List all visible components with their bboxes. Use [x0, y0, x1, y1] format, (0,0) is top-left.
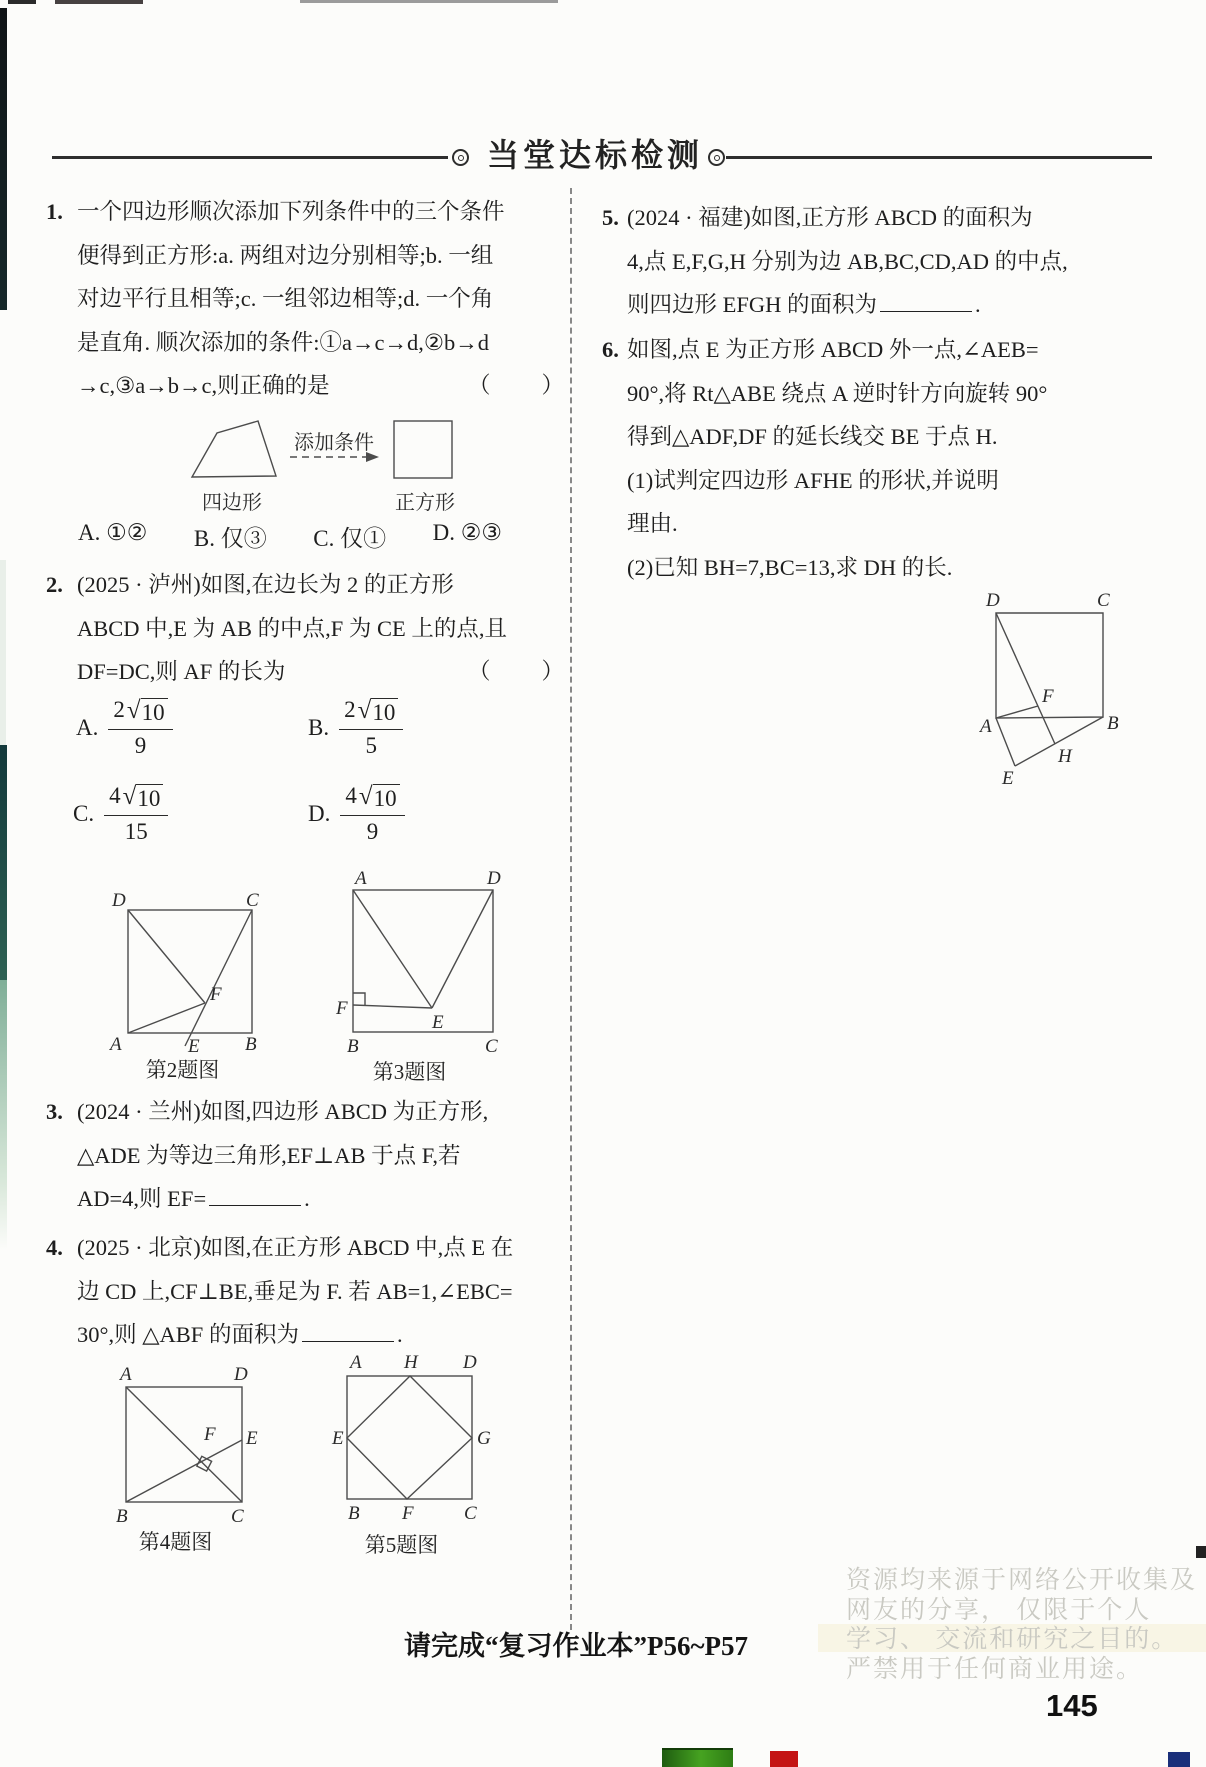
scan-artifact-mark	[1196, 1546, 1206, 1558]
vertex-label: C	[1097, 590, 1110, 611]
vertex-label: A	[120, 1364, 132, 1385]
question-4	[46, 1226, 566, 1357]
bottom-navy-mark	[1168, 1752, 1190, 1767]
vertex-label: B	[347, 1036, 359, 1057]
question-5-text: (2024 · 福建)如图,正方形 ABCD 的面积为	[627, 205, 1033, 230]
quadrilateral-shape	[192, 421, 276, 477]
option-a: A. ①②	[78, 520, 148, 545]
quadrilateral-label: 四边形	[202, 492, 262, 514]
answer-blank	[302, 1315, 394, 1342]
fraction: 2 √ 10 9	[108, 698, 172, 757]
question-5-number: 5.	[602, 205, 619, 230]
option-c: C. 仅①	[313, 526, 387, 551]
square-ABCD	[128, 910, 252, 1033]
question-1-text	[77, 364, 566, 408]
figure-caption: 第2题图	[145, 1058, 220, 1082]
vertex-label: G	[477, 1428, 491, 1449]
watermark	[846, 1566, 1206, 1684]
vertex-label: F	[336, 998, 348, 1019]
question-2-text: ABCD 中,E 为 AB 的中点,F 为 CE 上的点,且	[77, 615, 508, 641]
option-a-fraction	[76, 698, 173, 757]
question-6-number: 6.	[602, 337, 619, 362]
question-5-text: 则四边形 EFGH 的面积为 .	[627, 283, 1162, 327]
answer-bracket: （ ）	[467, 373, 566, 398]
figure-caption: 第5题图	[364, 1533, 439, 1557]
fraction: 4 √ 10 15	[104, 784, 168, 843]
vertex-label: B	[245, 1034, 257, 1054]
radical-icon: √	[358, 783, 373, 810]
figure-caption: 第4题图	[138, 1530, 213, 1554]
header-rule-right	[726, 156, 1152, 159]
watermark-line: 资源均来源于网络公开收集及	[846, 1567, 1198, 1594]
vertex-label: D	[487, 868, 501, 889]
figure-q2-drawing	[100, 888, 270, 1054]
vertex-label: H	[404, 1352, 418, 1373]
question-1-text: 一个四边形顺次添加下列条件中的三个条件	[77, 199, 505, 224]
option-label: C.	[73, 800, 95, 826]
scan-artifact-bar	[55, 0, 143, 4]
vertex-label: A	[110, 1034, 122, 1054]
vertex-label: E	[1002, 768, 1014, 789]
vertex-label: D	[112, 890, 126, 911]
question-6-text: 90°,将 Rt△ABE 绕点 A 逆时针方向旋转 90°	[627, 380, 1048, 406]
question-3-number: 3.	[46, 1099, 63, 1124]
question-3-text: △ADE 为等边三角形,EF⊥AB 于点 F,若	[77, 1142, 461, 1168]
arrow-label: 添加条件	[294, 432, 374, 454]
vertex-label: B	[348, 1503, 360, 1524]
vertex-label: F	[1042, 686, 1054, 707]
vertex-label: E	[246, 1428, 258, 1449]
option-label: A.	[76, 714, 99, 740]
answer-blank	[880, 285, 972, 312]
question-4-number: 4.	[46, 1235, 63, 1260]
question-6-part1: (1)试判定四边形 AFHE 的形状,并说明	[627, 467, 999, 493]
fraction: 4 √ 10 9	[340, 784, 404, 843]
question-1-number: 1.	[46, 199, 63, 224]
square-ABCD	[347, 1376, 472, 1499]
assignment-note: 请完成“复习作业本”P56~P57	[404, 1631, 749, 1661]
square-label: 正方形	[395, 492, 455, 514]
question-6-part1: 理由.	[627, 511, 678, 536]
answer-blank	[209, 1179, 301, 1206]
page-edge-strip	[0, 745, 7, 980]
page-edge-strip	[0, 980, 7, 1250]
vertex-label: B	[1107, 713, 1119, 734]
vertex-label: D	[463, 1352, 477, 1373]
fraction: 2 √ 10 5	[339, 698, 403, 757]
vertex-label: F	[210, 984, 222, 1005]
page-title: 当堂达标检测	[487, 137, 704, 173]
question-4-text: (2025 · 北京)如图,在正方形 ABCD 中,点 E 在	[77, 1235, 514, 1260]
question-1-text: →c,③a→b→c,则正确的是	[77, 373, 330, 398]
figure-q1	[140, 402, 500, 517]
figure-q4-drawing	[100, 1358, 275, 1528]
option-b-fraction	[308, 698, 403, 757]
option-label: B.	[308, 714, 330, 740]
question-2-number: 2.	[46, 572, 63, 597]
page-edge-strip	[0, 560, 6, 745]
question-1	[46, 190, 566, 408]
vertex-label: F	[402, 1503, 414, 1524]
question-6	[602, 328, 1162, 589]
question-1-options	[78, 520, 502, 553]
figure-q5	[330, 1348, 515, 1556]
vertex-label: A	[980, 716, 992, 737]
question-6-text: 如图,点 E 为正方形 ABCD 外一点,∠AEB=	[627, 337, 1039, 362]
option-c-fraction	[73, 784, 168, 843]
vertex-label: B	[116, 1506, 128, 1527]
header-ornament-right-icon	[708, 149, 725, 166]
vertex-label: D	[986, 590, 1000, 611]
bottom-green-block	[662, 1748, 733, 1767]
radical-icon: √	[357, 697, 372, 724]
inner-square-EFGH	[347, 1376, 472, 1499]
radical-icon: √	[126, 697, 141, 724]
square-ABCD	[353, 890, 493, 1032]
option-d: D. ②③	[432, 520, 502, 545]
vertex-label: C	[485, 1036, 498, 1057]
figure-q5-drawing	[330, 1348, 515, 1528]
page-edge-strip	[0, 8, 7, 310]
question-6-part2: (2)已知 BH=7,BC=13,求 DH 的长.	[627, 554, 953, 580]
figure-q6-drawing	[950, 580, 1165, 795]
vertex-label: E	[432, 1012, 444, 1033]
question-2-text: DF=DC,则 AF 的长为	[77, 659, 286, 684]
option-label: D.	[308, 800, 331, 826]
radical-icon: √	[122, 783, 137, 810]
option-d-fraction	[308, 784, 405, 843]
question-3	[46, 1090, 566, 1221]
question-3-text: (2024 · 兰州)如图,四边形 ABCD 为正方形,	[77, 1099, 489, 1124]
right-angle-mark	[353, 993, 365, 1005]
figure-caption: 第3题图	[372, 1060, 447, 1084]
figure-q6	[950, 580, 1165, 800]
watermark-line: 学习、 交流和研究之目的。	[846, 1626, 1179, 1653]
question-1-text: 对边平行且相等;c. 一组邻边相等;d. 一个角	[77, 286, 494, 311]
question-2-text: (2025 · 泸州)如图,在边长为 2 的正方形	[77, 572, 454, 597]
vertex-label: C	[246, 890, 259, 911]
vertex-label: D	[234, 1364, 248, 1385]
figure-q3	[330, 868, 515, 1084]
scan-artifact-bar	[300, 0, 558, 3]
option-b: B. 仅③	[193, 526, 267, 551]
page-number: 145	[1046, 1688, 1098, 1723]
vertex-label: E	[188, 1036, 200, 1054]
question-1-text: 是直角. 顺次添加的条件:①a→c→d,②b→d	[77, 329, 490, 355]
question-1-text: 便得到正方形:a. 两组对边分别相等;b. 一组	[77, 242, 494, 268]
figure-q4	[100, 1358, 275, 1554]
question-5	[602, 196, 1162, 327]
square-shape	[394, 421, 452, 478]
question-2-text	[77, 650, 566, 694]
question-4-text: 边 CD 上,CF⊥BE,垂足为 F. 若 AB=1,∠EBC=	[77, 1278, 513, 1304]
answer-bracket: （ ）	[467, 659, 566, 684]
watermark-line: 严禁用于任何商业用途。	[846, 1655, 1144, 1683]
vertex-label: F	[204, 1424, 216, 1445]
figure-q2	[100, 888, 270, 1084]
vertex-label: A	[350, 1352, 362, 1373]
vertex-label: A	[355, 868, 367, 889]
question-3-text: AD=4,则 EF= .	[77, 1177, 566, 1221]
question-6-text: 得到△ADF,DF 的延长线交 BE 于点 H.	[627, 424, 998, 449]
vertex-label: C	[231, 1506, 244, 1527]
vertex-label: H	[1058, 746, 1072, 767]
watermark-line: 网友的分享， 仅限于个人	[846, 1596, 1152, 1624]
bottom-red-block	[770, 1751, 798, 1767]
question-2	[46, 563, 566, 694]
question-4-text: 30°,则 △ABF 的面积为 .	[77, 1313, 566, 1357]
header-ornament-left-icon	[452, 149, 469, 166]
column-divider	[570, 188, 572, 1630]
figure-q3-drawing	[330, 868, 515, 1058]
vertex-label: E	[332, 1428, 344, 1449]
scan-artifact-bar	[8, 0, 36, 4]
question-5-text: 4,点 E,F,G,H 分别为边 AB,BC,CD,AD 的中点,	[627, 248, 1068, 274]
header-rule-left	[52, 156, 448, 159]
vertex-label: C	[464, 1503, 477, 1524]
